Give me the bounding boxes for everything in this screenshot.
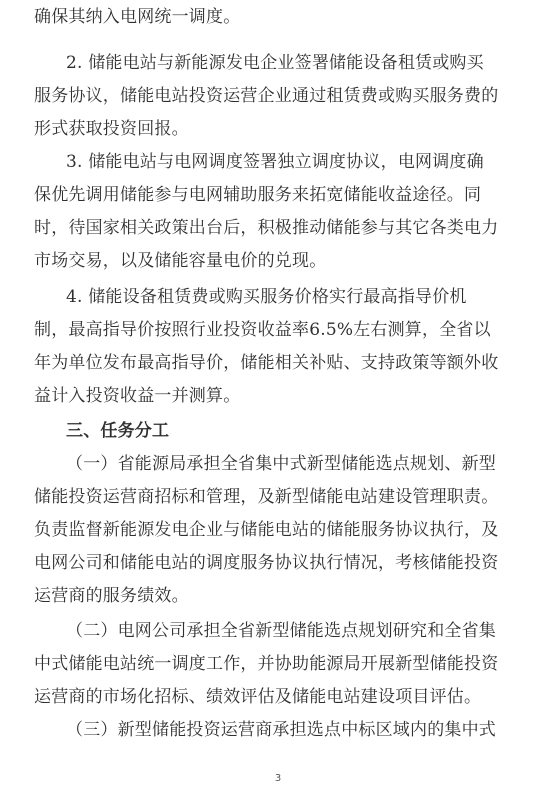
paragraph-line: 年为单位发布最高指导价，储能相关补贴、支持政策等额外收 bbox=[34, 353, 499, 373]
paragraph-line: 服务协议，储能电站投资运营企业通过租赁费或购买服务费的 bbox=[34, 86, 499, 106]
section-heading: 三、任务分工 bbox=[66, 421, 170, 441]
page-number: 3 bbox=[274, 773, 282, 784]
paragraph-line: 中式储能电站统一调度工作，并协助能源局开展新型储能投资 bbox=[34, 654, 499, 674]
paragraph-line: 运营商的市场化招标、绩效评估及储能电站建设项目评估。 bbox=[34, 687, 482, 707]
paragraph-line: 时，待国家相关政策出台后，积极推动储能参与其它各类电力 bbox=[34, 218, 499, 238]
paragraph-line: 储能投资运营商招标和管理，及新型储能电站建设管理职责。 bbox=[34, 487, 499, 507]
paragraph-line: 市场交易，以及储能容量电价的兑现。 bbox=[34, 251, 327, 271]
paragraph-line: 制，最高指导价按照行业投资收益率6.5%左右测算，全省以 bbox=[34, 320, 491, 340]
paragraph-line: 运营商的服务绩效。 bbox=[34, 586, 189, 606]
paragraph-line: 2. 储能电站与新能源发电企业签署储能设备租赁或购买 bbox=[66, 53, 484, 73]
paragraph-line: （二）电网公司承担全省新型储能选点规划研究和全省集 bbox=[66, 621, 496, 641]
paragraph-line: 形式获取投资回报。 bbox=[34, 119, 189, 139]
paragraph-line: （一）省能源局承担全省集中式新型储能选点规划、新型 bbox=[66, 454, 496, 474]
paragraph-line: 负责监督新能源发电企业与储能电站的储能服务协议执行，及 bbox=[34, 520, 499, 540]
paragraph-line: 3. 储能电站与电网调度签署独立调度协议，电网调度确 bbox=[66, 152, 484, 172]
paragraph-line: 电网公司和储能电站的调度服务协议执行情况，考核储能投资 bbox=[34, 553, 499, 573]
paragraph-line: （三）新型储能投资运营商承担选点中标区域内的集中式 bbox=[66, 720, 496, 740]
paragraph-line: 4. 储能设备租赁费或购买服务价格实行最高指导价机 bbox=[66, 287, 467, 307]
paragraph-line: 保优先调用储能参与电网辅助服务来拓宽储能收益途径。同 bbox=[34, 185, 482, 205]
paragraph-line: 益计入投资收益一并测算。 bbox=[34, 386, 241, 406]
paragraph-line: 确保其纳入电网统一调度。 bbox=[34, 7, 241, 27]
